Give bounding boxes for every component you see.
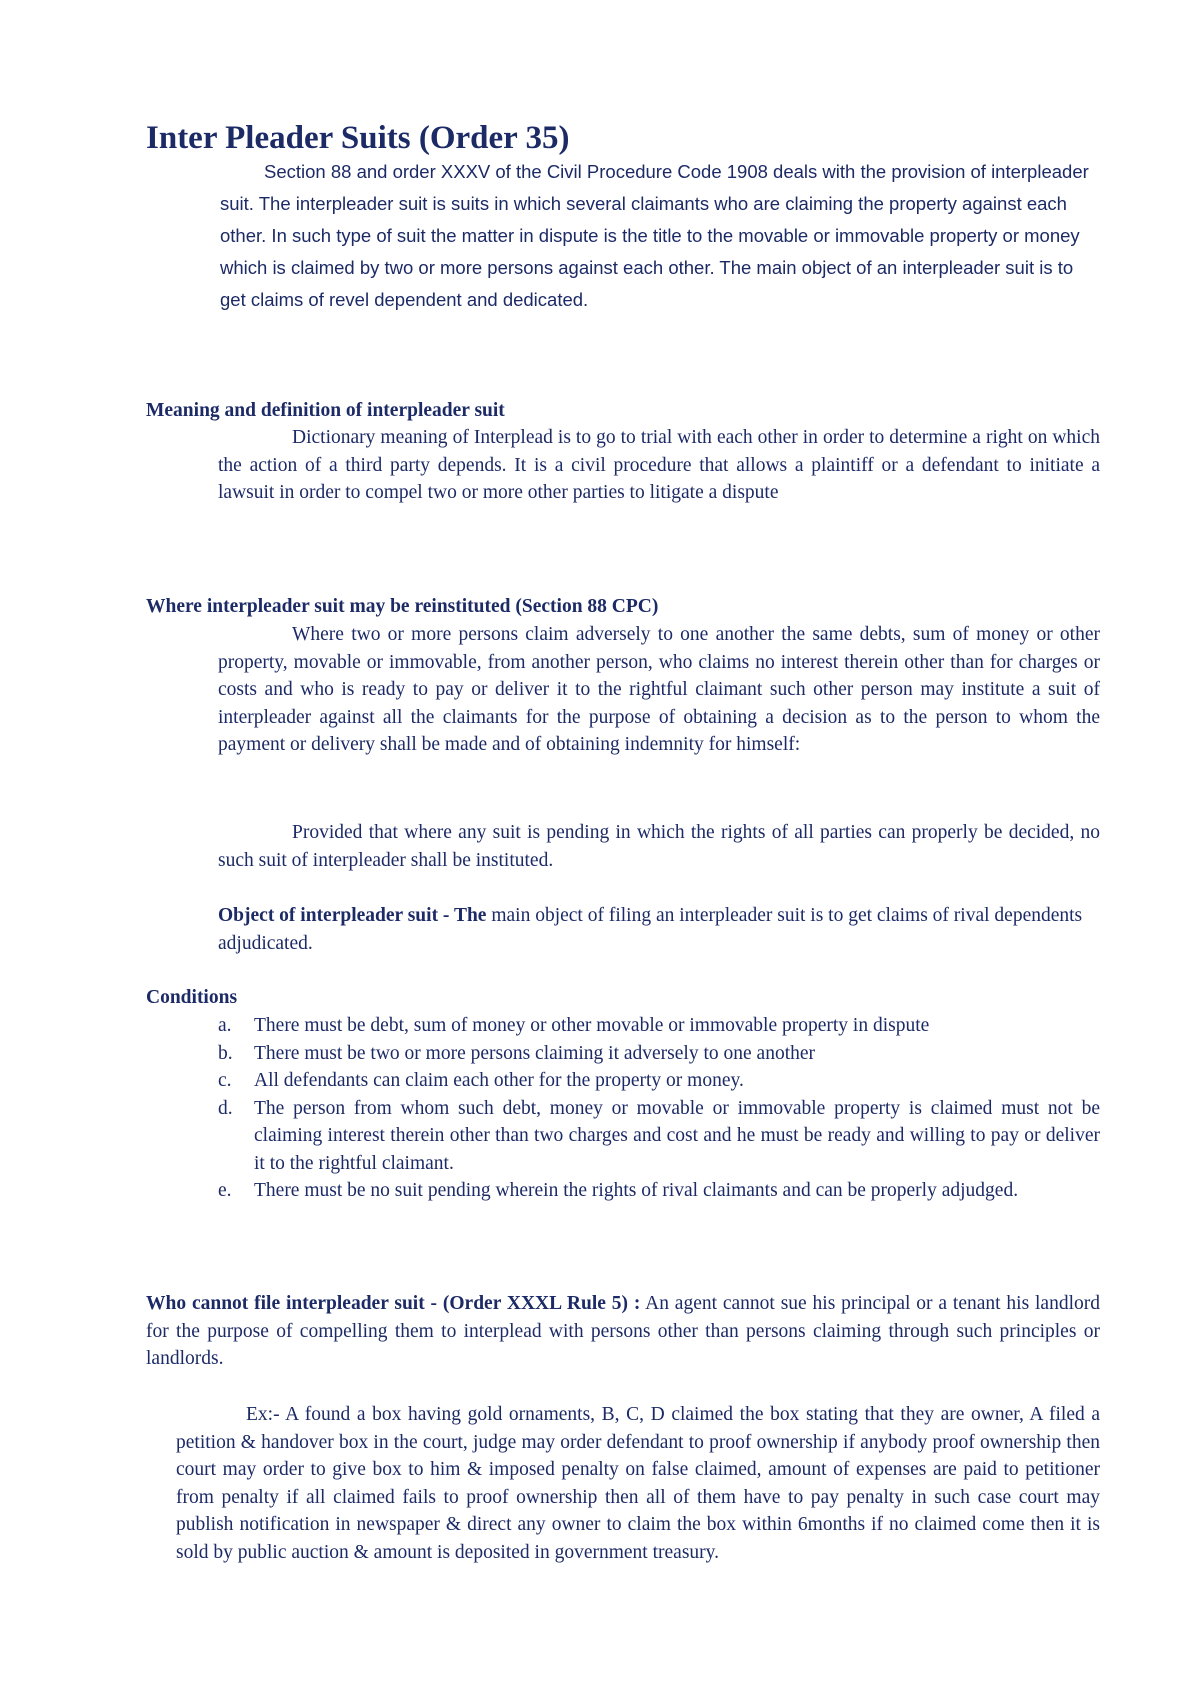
list-item [218, 1067, 1100, 1095]
conditions-list [218, 1012, 1100, 1205]
proviso-paragraph [218, 819, 1100, 874]
list-item-text: There must be two or more persons claiming it adversely to one another [254, 1042, 816, 1064]
list-marker: b. [218, 1042, 233, 1064]
list-item [218, 1040, 1100, 1068]
conditions-heading: Conditions [146, 987, 238, 1008]
list-item-text: All defendants can claim each other for the property or money. [254, 1070, 744, 1091]
who-text: An agent cannot sue his principal or a tenant his landlord for the purpose of compelling them to interplead with persons other than persons claiming through such principles or landlords. [146, 1293, 1100, 1369]
meaning-heading: Meaning and definition of interpleader suit [146, 400, 505, 421]
intro-text: Section 88 and order XXXV of the Civil Procedure Code 1908 deals with the provision of interpleader suit. The interpleader suit is suits in which several claimants who are claiming the property against each other. In such type of suit the matter in dispute is the title to the movable or immovable property or money which is claimed by two or more persons against each other. The main object of an interpleader suit is to get claims of revel dependent and dedicated. [220, 161, 1089, 310]
who-label: Who cannot file interpleader suit - (Order XXXL Rule 5) : [146, 1293, 641, 1314]
list-item-text: There must be no suit pending wherein the rights of rival claimants and can be properly adjudged. [254, 1180, 1019, 1201]
example-text: Ex:- A found a box having gold ornaments, B, C, D claimed the box stating that they are owner, A filed a petition & handover box in the court, judge may order defendant to proof ownership if anybody proof ownership then court may order to give box to him & imposed penalty on false claimed, amount of expenses are paid to petitioner from penalty if all claimed fails to proof ownership then all of them have to pay penalty in such case court may publish notification in newspaper & direct any owner to claim the box within 6months if no claimed come then it is sold by public auction & amount is deposited in government treasury. [176, 1404, 1100, 1563]
page-title: Inter Pleader Suits (Order 35) [146, 120, 570, 156]
intro-paragraph [220, 156, 1100, 316]
example-paragraph [176, 1401, 1100, 1566]
where-heading: Where interpleader suit may be reinstituted (Section 88 CPC) [146, 596, 659, 617]
proviso-text: Provided that where any suit is pending in which the rights of all parties can properly be decided, no such suit of interpleader shall be instituted. [218, 822, 1100, 871]
list-marker: a. [218, 1015, 232, 1036]
list-item [218, 1177, 1100, 1205]
who-paragraph [146, 1290, 1100, 1373]
list-item-text: The person from whom such debt, money or movable or immovable property is claimed must not be claiming interest therein other than two charges and cost and he must be ready and willing to pay or deliver it to the rightful claimant. [254, 1097, 1100, 1174]
where-paragraph [218, 621, 1100, 759]
where-text: Where two or more persons claim adversely to one another the same debts, sum of money or other property, movable or immovable, from another person, who claims no interest therein other than for charges or costs and who is ready to pay or deliver it to the rightful claimant such other person may institute a suit of interpleader against all the claimants for the purpose of obtaining a decision as to the person to whom the payment or delivery shall be made and of obtaining indemnity for himself: [218, 624, 1100, 755]
meaning-paragraph [218, 424, 1100, 507]
list-item-text: There must be debt, sum of money or other movable or immovable property in dispute [254, 1015, 930, 1036]
object-label: Object of interpleader suit - The [218, 905, 487, 926]
list-marker: d. [218, 1097, 233, 1119]
object-text: main object of filing an interpleader suit is to get claims of rival dependents adjudicated. [218, 905, 1083, 954]
list-item [218, 1012, 1100, 1040]
list-marker: e. [218, 1180, 232, 1201]
list-item [218, 1095, 1100, 1178]
object-paragraph [218, 902, 1100, 957]
meaning-text: Dictionary meaning of Interplead is to go to trial with each other in order to determine a right on which the action of a third party depends. It is a civil procedure that allows a plaintiff or a defendant to initiate a lawsuit in order to compel two or more other parties to litigate a dispute [218, 427, 1100, 503]
list-marker: c. [218, 1070, 232, 1091]
